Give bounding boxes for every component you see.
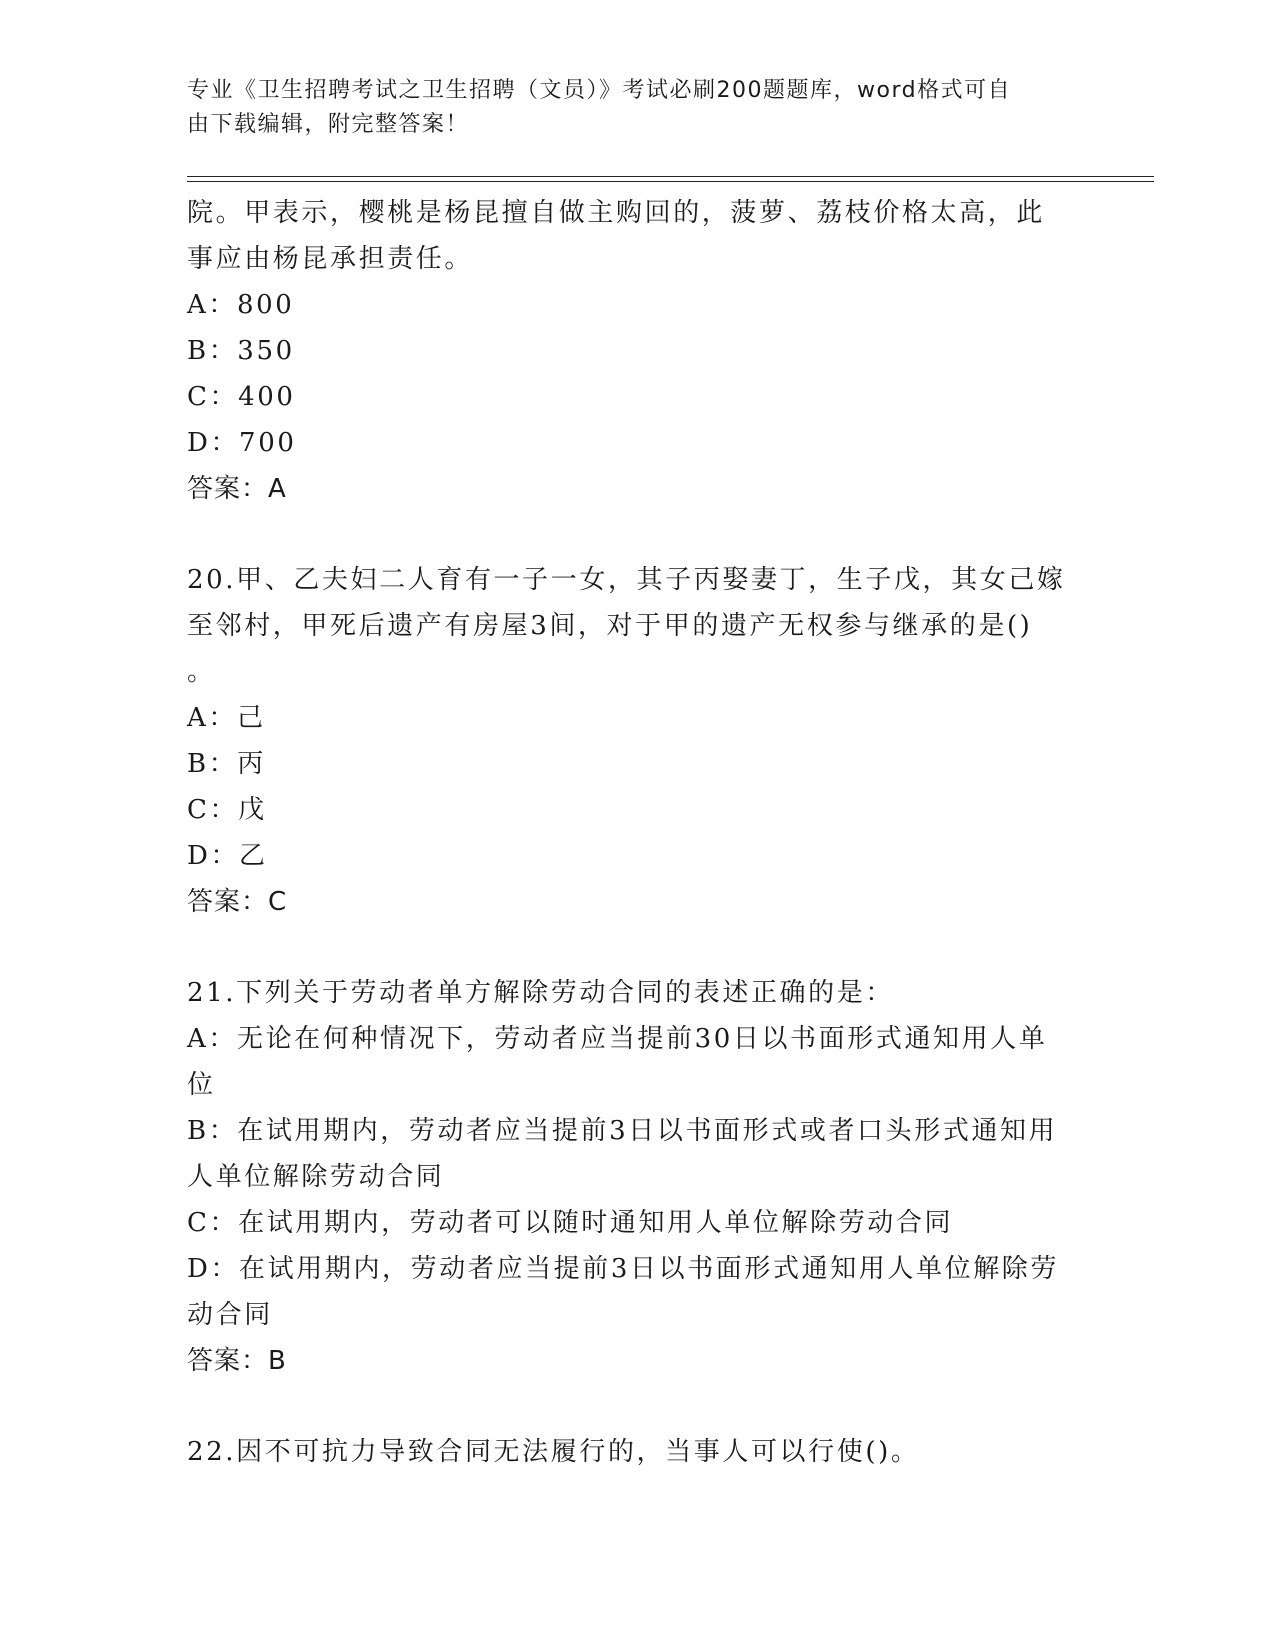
question-text-line: 21.下列关于劳动者单方解除劳动合同的表述正确的是： (187, 978, 894, 1008)
answer-label: 答案：A (187, 474, 287, 504)
header-line-2: 由下载编辑，附完整答案！ (187, 112, 470, 137)
option-a: A：800 (187, 290, 295, 320)
answer-label: 答案：B (187, 1346, 287, 1376)
question-21 (187, 970, 1087, 1384)
question-20 (187, 557, 1087, 925)
option-a: A：己 (187, 703, 266, 733)
question-19-continued (187, 190, 1087, 512)
document-header (187, 74, 1067, 142)
option-b: B：丙 (187, 749, 266, 779)
option-d-continued: 动合同 (187, 1300, 273, 1330)
option-a: A：无论在何种情况下，劳动者应当提前30日以书面形式通知用人单 (187, 1024, 1048, 1054)
option-b: B：在试用期内，劳动者应当提前3日以书面形式或者口头形式通知用 (187, 1116, 1058, 1146)
option-c: C：在试用期内，劳动者可以随时通知用人单位解除劳动合同 (187, 1208, 954, 1238)
header-divider-bottom (187, 181, 1154, 182)
option-b: B：350 (187, 336, 295, 366)
answer-label: 答案：C (187, 887, 288, 917)
option-d: D：700 (187, 428, 297, 458)
question-text-line: 20.甲、乙夫妇二人育有一子一女，其子丙娶妻丁，生子戊，其女己嫁 (187, 565, 1066, 595)
header-line-1: 专业《卫生招聘考试之卫生招聘（文员）》考试必刷200题题库，word格式可自 (187, 78, 1012, 103)
option-d: D：在试用期内，劳动者应当提前3日以书面形式通知用人单位解除劳 (187, 1254, 1059, 1284)
question-22 (187, 1429, 1087, 1475)
question-text-line: 22.因不可抗力导致合同无法履行的，当事人可以行使()。 (187, 1437, 920, 1467)
question-list (187, 190, 1087, 1475)
option-a-continued: 位 (187, 1070, 216, 1100)
option-b-continued: 人单位解除劳动合同 (187, 1162, 445, 1192)
question-text-line: 事应由杨昆承担责任。 (187, 244, 474, 274)
header-divider-top (187, 176, 1154, 177)
option-c: C：戊 (187, 795, 267, 825)
option-c: C：400 (187, 382, 296, 412)
option-d: D：乙 (187, 841, 268, 871)
question-text-line: 。 (187, 657, 216, 687)
question-text-line: 院。甲表示，樱桃是杨昆擅自做主购回的，菠萝、荔枝价格太高，此 (187, 198, 1046, 228)
question-text-line: 至邻村，甲死后遗产有房屋3间，对于甲的遗产无权参与继承的是() (187, 611, 1033, 641)
